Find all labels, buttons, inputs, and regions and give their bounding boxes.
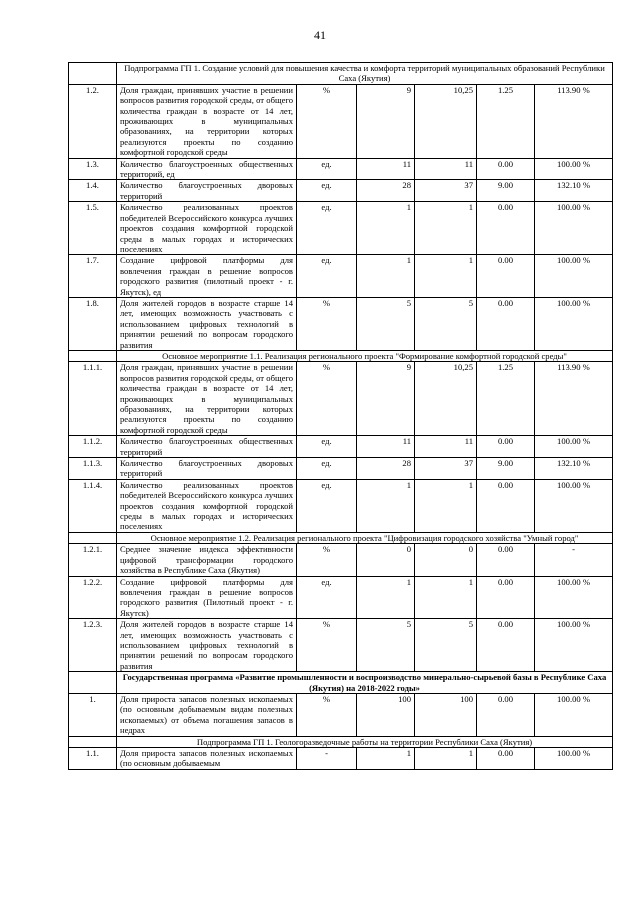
completion-percent: 113.90 %	[535, 362, 613, 436]
deviation-value: 1.25	[477, 362, 535, 436]
deviation-value: 0.00	[477, 748, 535, 770]
indicator-unit: -	[297, 748, 357, 770]
actual-value: 5	[415, 619, 477, 672]
completion-percent: 100.00 %	[535, 576, 613, 619]
table-row	[69, 158, 613, 180]
indicator-code: 1.1.1.	[69, 362, 117, 436]
planned-value: 1	[357, 748, 415, 770]
indicator-code: 1.2.2.	[69, 576, 117, 619]
indicator-unit: %	[297, 297, 357, 350]
table-row	[69, 255, 613, 298]
table-row	[69, 436, 613, 458]
planned-value: 9	[357, 84, 415, 158]
indicator-unit: ед.	[297, 180, 357, 202]
indicator-unit: %	[297, 619, 357, 672]
actual-value: 11	[415, 158, 477, 180]
planned-value: 100	[357, 693, 415, 736]
planned-value: 1	[357, 479, 415, 532]
deviation-value: 0.00	[477, 619, 535, 672]
deviation-value: 0.00	[477, 202, 535, 255]
planned-value: 5	[357, 297, 415, 350]
indicator-code: 1.4.	[69, 180, 117, 202]
indicator-name: Количество реализованных проектов победителей Всероссийского конкурса лучших проектов создания комфортной городской среды в малых городах и исторических поселениях	[117, 202, 297, 255]
table-row	[69, 693, 613, 736]
completion-percent: 113.90 %	[535, 84, 613, 158]
indicator-code: 1.3.	[69, 158, 117, 180]
planned-value: 1	[357, 576, 415, 619]
actual-value: 1	[415, 576, 477, 619]
actual-value: 10,25	[415, 84, 477, 158]
indicator-code: 1.1.4.	[69, 479, 117, 532]
table-row	[69, 202, 613, 255]
program-header-row	[69, 672, 613, 694]
actual-value: 37	[415, 180, 477, 202]
indicator-code: 1.8.	[69, 297, 117, 350]
indicator-name: Количество благоустроенных общественных территорий, ед	[117, 158, 297, 180]
table-row	[69, 180, 613, 202]
actual-value: 5	[415, 297, 477, 350]
indicator-unit: ед.	[297, 479, 357, 532]
indicator-unit: ед.	[297, 576, 357, 619]
indicator-name: Количество благоустроенных дворовых территорий	[117, 458, 297, 480]
completion-percent: 100.00 %	[535, 436, 613, 458]
planned-value: 11	[357, 436, 415, 458]
section-header-row	[69, 532, 613, 543]
deviation-value: 9.00	[477, 180, 535, 202]
completion-percent: -	[535, 544, 613, 576]
table-row	[69, 362, 613, 436]
indicator-code: 1.1.	[69, 748, 117, 770]
table-row	[69, 458, 613, 480]
completion-percent: 100.00 %	[535, 202, 613, 255]
planned-value: 5	[357, 619, 415, 672]
planned-value: 1	[357, 202, 415, 255]
completion-percent: 100.00 %	[535, 619, 613, 672]
completion-percent: 100.00 %	[535, 158, 613, 180]
completion-percent: 132.10 %	[535, 458, 613, 480]
deviation-value: 0.00	[477, 297, 535, 350]
section-title: Основное мероприятие 1.2. Реализация регионального проекта "Цифровизация городского хозяйства "Умный город"	[117, 532, 613, 543]
deviation-value: 0.00	[477, 436, 535, 458]
indicator-name: Доля жителей городов в возрасте старше 14 лет, имеющих возможность участвовать с использованием цифровых технологий в принятии решений по вопросам городского развития	[117, 297, 297, 350]
completion-percent: 100.00 %	[535, 297, 613, 350]
indicator-name: Количество благоустроенных общественных территорий	[117, 436, 297, 458]
indicator-code: 1.2.	[69, 84, 117, 158]
deviation-value: 0.00	[477, 693, 535, 736]
actual-value: 100	[415, 693, 477, 736]
table-row	[69, 619, 613, 672]
deviation-value: 0.00	[477, 576, 535, 619]
indicator-name: Количество благоустроенных дворовых территорий	[117, 180, 297, 202]
indicator-name: Доля прироста запасов полезных ископаемых (по основным добываемым видам полезных ископаемых) от объема погашения запасов в недрах	[117, 693, 297, 736]
indicator-name: Создание цифровой платформы для вовлечения граждан в решение вопросов городского развития (пилотный проект - г. Якутск), ед	[117, 255, 297, 298]
indicator-unit: ед.	[297, 158, 357, 180]
indicator-unit: %	[297, 362, 357, 436]
indicator-unit: %	[297, 544, 357, 576]
indicator-code: 1.	[69, 693, 117, 736]
table-row	[69, 479, 613, 532]
actual-value: 0	[415, 544, 477, 576]
completion-percent: 100.00 %	[535, 479, 613, 532]
indicator-code: 1.5.	[69, 202, 117, 255]
section-header-row	[69, 350, 613, 361]
section-title: Подпрограмма ГП 1. Геологоразведочные работы на территории Республики Саха (Якутия)	[117, 736, 613, 747]
planned-value: 28	[357, 458, 415, 480]
actual-value: 1	[415, 748, 477, 770]
indicator-unit: ед.	[297, 255, 357, 298]
deviation-value: 0.00	[477, 479, 535, 532]
completion-percent: 100.00 %	[535, 255, 613, 298]
indicators-table	[68, 62, 613, 770]
indicator-name: Доля прироста запасов полезных ископаемых (по основным добываемым	[117, 748, 297, 770]
indicator-unit: ед.	[297, 202, 357, 255]
section-header-row	[69, 63, 613, 85]
planned-value: 11	[357, 158, 415, 180]
table-row	[69, 84, 613, 158]
indicator-code: 1.7.	[69, 255, 117, 298]
actual-value: 11	[415, 436, 477, 458]
deviation-value: 1.25	[477, 84, 535, 158]
actual-value: 10,25	[415, 362, 477, 436]
indicator-name: Доля граждан, принявших участие в решении вопросов развития городской среды, от общего количества граждан в возрасте от 14 лет, проживающих в муниципальных образованиях, на территории которых реализуются проекты по созданию комфортной городской среды	[117, 84, 297, 158]
indicator-name: Создание цифровой платформы для вовлечения граждан в решение вопросов городского развития (Пилотный проект - г. Якутск)	[117, 576, 297, 619]
section-header-row	[69, 736, 613, 747]
section-title: Основное мероприятие 1.1. Реализация регионального проекта "Формирование комфортной городской среды"	[117, 350, 613, 361]
actual-value: 1	[415, 202, 477, 255]
indicator-unit: %	[297, 693, 357, 736]
indicator-code: 1.1.2.	[69, 436, 117, 458]
actual-value: 37	[415, 458, 477, 480]
completion-percent: 132.10 %	[535, 180, 613, 202]
indicator-unit: ед.	[297, 436, 357, 458]
indicator-name: Доля жителей городов в возрасте старше 14 лет, имеющих возможность участвовать с использованием цифровых технологий в принятии решений по вопросам городского развития	[117, 619, 297, 672]
indicator-code: 1.2.3.	[69, 619, 117, 672]
table-row	[69, 297, 613, 350]
completion-percent: 100.00 %	[535, 748, 613, 770]
deviation-value: 9.00	[477, 458, 535, 480]
deviation-value: 0.00	[477, 255, 535, 298]
table-row	[69, 544, 613, 576]
deviation-value: 0.00	[477, 158, 535, 180]
deviation-value: 0.00	[477, 544, 535, 576]
planned-value: 28	[357, 180, 415, 202]
table-row	[69, 748, 613, 770]
indicator-unit: ед.	[297, 458, 357, 480]
page-number: 41	[314, 28, 326, 42]
indicator-unit: %	[297, 84, 357, 158]
indicator-code: 1.2.1.	[69, 544, 117, 576]
table-row	[69, 576, 613, 619]
actual-value: 1	[415, 479, 477, 532]
indicator-name: Доля граждан, принявших участие в решении вопросов развития городской среды, от общего количества граждан в возрасте от 14 лет, проживающих в муниципальных образованиях, на территории которых реализуются проекты по созданию комфортной городской среды	[117, 362, 297, 436]
indicator-name: Количество реализованных проектов победителей Всероссийского конкурса лучших проектов создания комфортной городской среды в малых городах и исторических поселениях	[117, 479, 297, 532]
completion-percent: 100.00 %	[535, 693, 613, 736]
actual-value: 1	[415, 255, 477, 298]
planned-value: 9	[357, 362, 415, 436]
planned-value: 1	[357, 255, 415, 298]
section-title: Подпрограмма ГП 1. Создание условий для повышения качества и комфорта территорий муниципальных образований Республики Саха (Якутия)	[117, 63, 613, 85]
indicator-name: Среднее значение индекса эффективности цифровой трансформации городского хозяйства в Республике Саха (Якутия)	[117, 544, 297, 576]
planned-value: 0	[357, 544, 415, 576]
program-title: Государственная программа «Развитие промышленности и воспроизводство минерально-сырьевой базы в Республике Саха (Якутия) на 2018-2022 годы»	[117, 672, 613, 694]
indicator-code: 1.1.3.	[69, 458, 117, 480]
